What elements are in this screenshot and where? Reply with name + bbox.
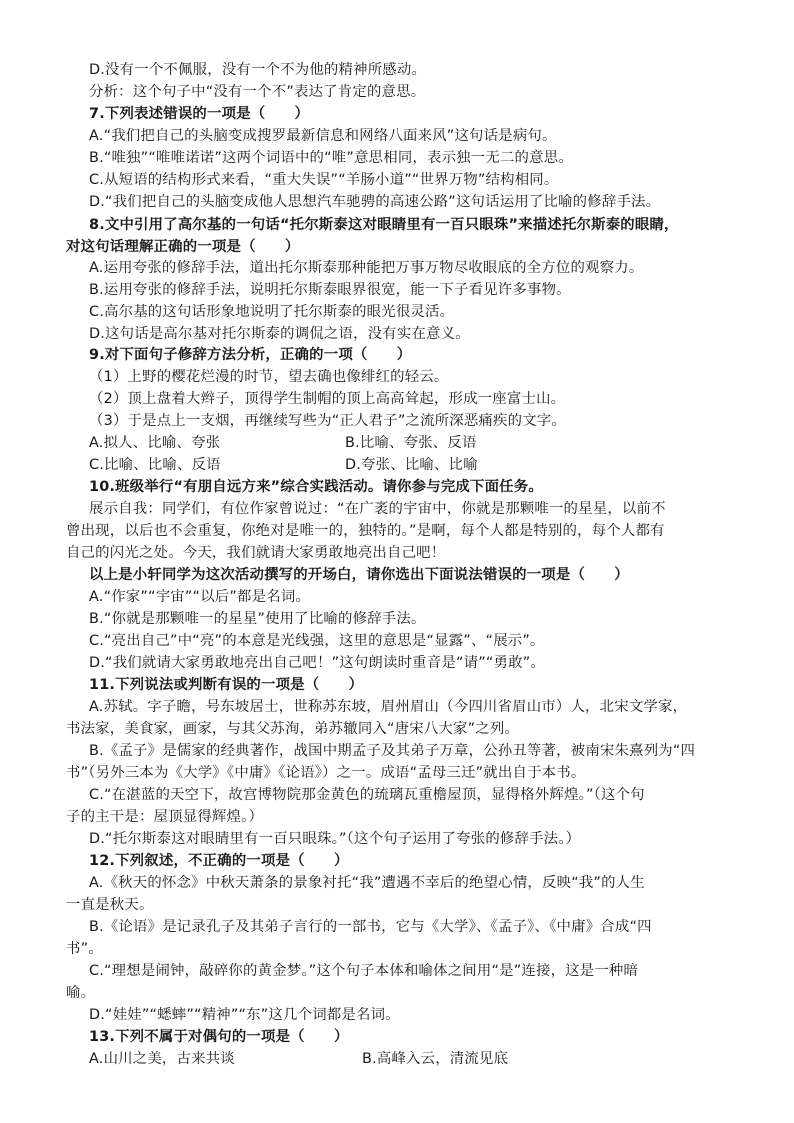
q9-option-b: B.比喻、夸张、反语 <box>345 435 477 451</box>
prev-analysis: 分析：这个句子中“没有一个不”表达了肯定的意思。 <box>89 84 426 100</box>
q8-option-b: B.运用夸张的修辞手法，说明托尔斯泰眼界很宽，能一下子看见许多事物。 <box>89 282 571 298</box>
q7-title: 7.下列表述错误的一项是（ ） <box>89 106 310 122</box>
q12-line-1: A.《秋天的怀念》中秋天萧条的景象衬托“我”遭遇不幸后的绝望心情，反映“我”的人生 <box>89 875 645 891</box>
q8-option-a: A.运用夸张的修辞手法，道出托尔斯泰那种能把万事万物尽收眼底的全方位的观察力。 <box>89 260 644 276</box>
q8-title-line1: 8.文中引用了高尔基的一句话“托尔斯泰这对眼睛里有一百只眼珠”来描述托尔斯泰的眼睛， <box>89 217 679 233</box>
q9-option-a: A.拟人、比喻、夸张 <box>89 435 221 451</box>
q11-line-5: C.“在湛蓝的天空下，故宫博物院那金黄色的琉璃瓦重檐屋顶，显得格外辉煌。”（这个句 <box>89 787 645 803</box>
q10-option-b: B.“你就是那颗唯一的星星”使用了比喻的修辞手法。 <box>89 611 426 627</box>
q9-option-d: D.夸张、比喻、比喻 <box>345 457 478 473</box>
q12-line-7: D.“娃娃”“蟋蟀”“精神”“东”这几个词都是名词。 <box>89 1007 400 1023</box>
q7-option-b: B.“唯独”“唯唯诺诺”这两个词语中的“唯”意思相同，表示独一无二的意思。 <box>89 150 573 166</box>
q10-passage-1: 展示自我：同学们，有位作家曾说过：“在广袤的宇宙中，你就是那颗唯一的星星，以前不 <box>89 501 666 517</box>
q10-prompt: 以上是小轩同学为这次活动撰写的开场白，请你选出下面说法错误的一项是（ ） <box>89 567 629 583</box>
q11-title: 11.下列说法或判断有误的一项是（ ） <box>89 677 364 693</box>
q12-title: 12.下列叙述，不正确的一项是（ ） <box>89 853 349 869</box>
q10-passage-3: 自己的闪光之处。今天，我们就请大家勇敢地亮出自己吧！ <box>66 545 446 561</box>
q10-option-a: A.“作家”“宇宙”“以后”都是名词。 <box>89 589 310 605</box>
q12-line-6: 喻。 <box>66 985 96 1001</box>
prev-option-d: D.没有一个不佩服，没有一个不为他的精神所感动。 <box>89 62 427 78</box>
q9-sentence-3: （3）于是点上一支烟，再继续写些为“正人君子”之流所深恶痛疾的文字。 <box>89 413 566 429</box>
q11-line-4: 书”（另外三本为《大学》《中庸》《论语》）之一。成语“孟母三迁”就出自于本书。 <box>66 765 586 781</box>
q9-sentence-1: （1）上野的樱花烂漫的时节，望去确也像绯红的轻云。 <box>89 369 449 385</box>
q13-option-a: A.山川之美，古来共谈 <box>89 1051 235 1067</box>
q11-line-2: 书法家，美食家，画家，与其父苏洵，弟苏辙同入“唐宋八大家”之列。 <box>66 721 520 737</box>
q13-option-b: B.高峰入云，清流见底 <box>362 1051 509 1067</box>
q10-option-d: D.“我们就请大家勇敢地亮出自己吧！”这句朗读时重音是“请”“勇敢”。 <box>89 655 545 671</box>
q11-line-1: A.苏轼。字子瞻，号东坡居士，世称苏东坡，眉州眉山（今四川省眉山市）人，北宋文学家， <box>89 699 688 715</box>
q7-option-a: A.“我们把自己的头脑变成搜罗最新信息和网络八面来风”这句话是病句。 <box>89 128 557 144</box>
q12-line-4: 书”。 <box>66 941 103 957</box>
q11-line-3: B.《孟子》是儒家的经典著作，战国中期孟子及其弟子万章，公孙丑等著，被南宋朱熹列为“四 <box>89 743 696 759</box>
q8-option-d: D.这句话是高尔基对托尔斯泰的调侃之语，没有实在意义。 <box>89 326 470 342</box>
q8-title-line2: 对这句话理解正确的一项是（ ） <box>66 239 300 255</box>
q10-option-c: C.“亮出自己”中“亮”的本意是光线强，这里的意思是“显露”、“展示”。 <box>89 633 545 649</box>
q11-line-6: 子的主干是：屋顶显得辉煌。） <box>66 809 264 825</box>
q12-line-5: C.“理想是闹钟，敲碎你的黄金梦。”这个句子本体和喻体之间用“是”连接，这是一种暗 <box>89 963 639 979</box>
q7-option-d: D.“我们把自己的头脑变成他人思想汽车驰骋的高速公路”这句话运用了比喻的修辞手法。 <box>89 194 661 210</box>
q10-passage-2: 曾出现，以后也不会重复，你绝对是唯一的，独特的。”是啊，每个人都是特别的，每个人都有 <box>66 523 665 539</box>
q9-option-c: C.比喻、比喻、反语 <box>89 457 221 473</box>
q9-sentence-2: （2）顶上盘着大辫子，顶得学生制帽的顶上高高耸起，形成一座富士山。 <box>89 391 566 407</box>
q9-title: 9.对下面句子修辞方法分析，正确的一项（ ） <box>89 347 412 363</box>
q12-line-2: 一直是秋天。 <box>66 897 154 913</box>
q7-option-c: C.从短语的结构形式来看，“重大失误”“羊肠小道”“世界万物”结构相同。 <box>89 172 559 188</box>
q8-option-c: C.高尔基的这句话形象地说明了托尔斯泰的眼光很灵活。 <box>89 304 455 320</box>
q10-title: 10.班级举行“有朋自远方来”综合实践活动。请你参与完成下面任务。 <box>89 479 543 495</box>
q11-line-7: D.“托尔斯泰这对眼睛里有一百只眼珠。”（这个句子运用了夸张的修辞手法。） <box>89 831 581 847</box>
q12-line-3: B.《论语》是记录孔子及其弟子言行的一部书，它与《大学》、《孟子》、《中庸》合成“四 <box>89 919 652 935</box>
q13-title: 13.下列不属于对偶句的一项是（ ） <box>89 1029 349 1045</box>
